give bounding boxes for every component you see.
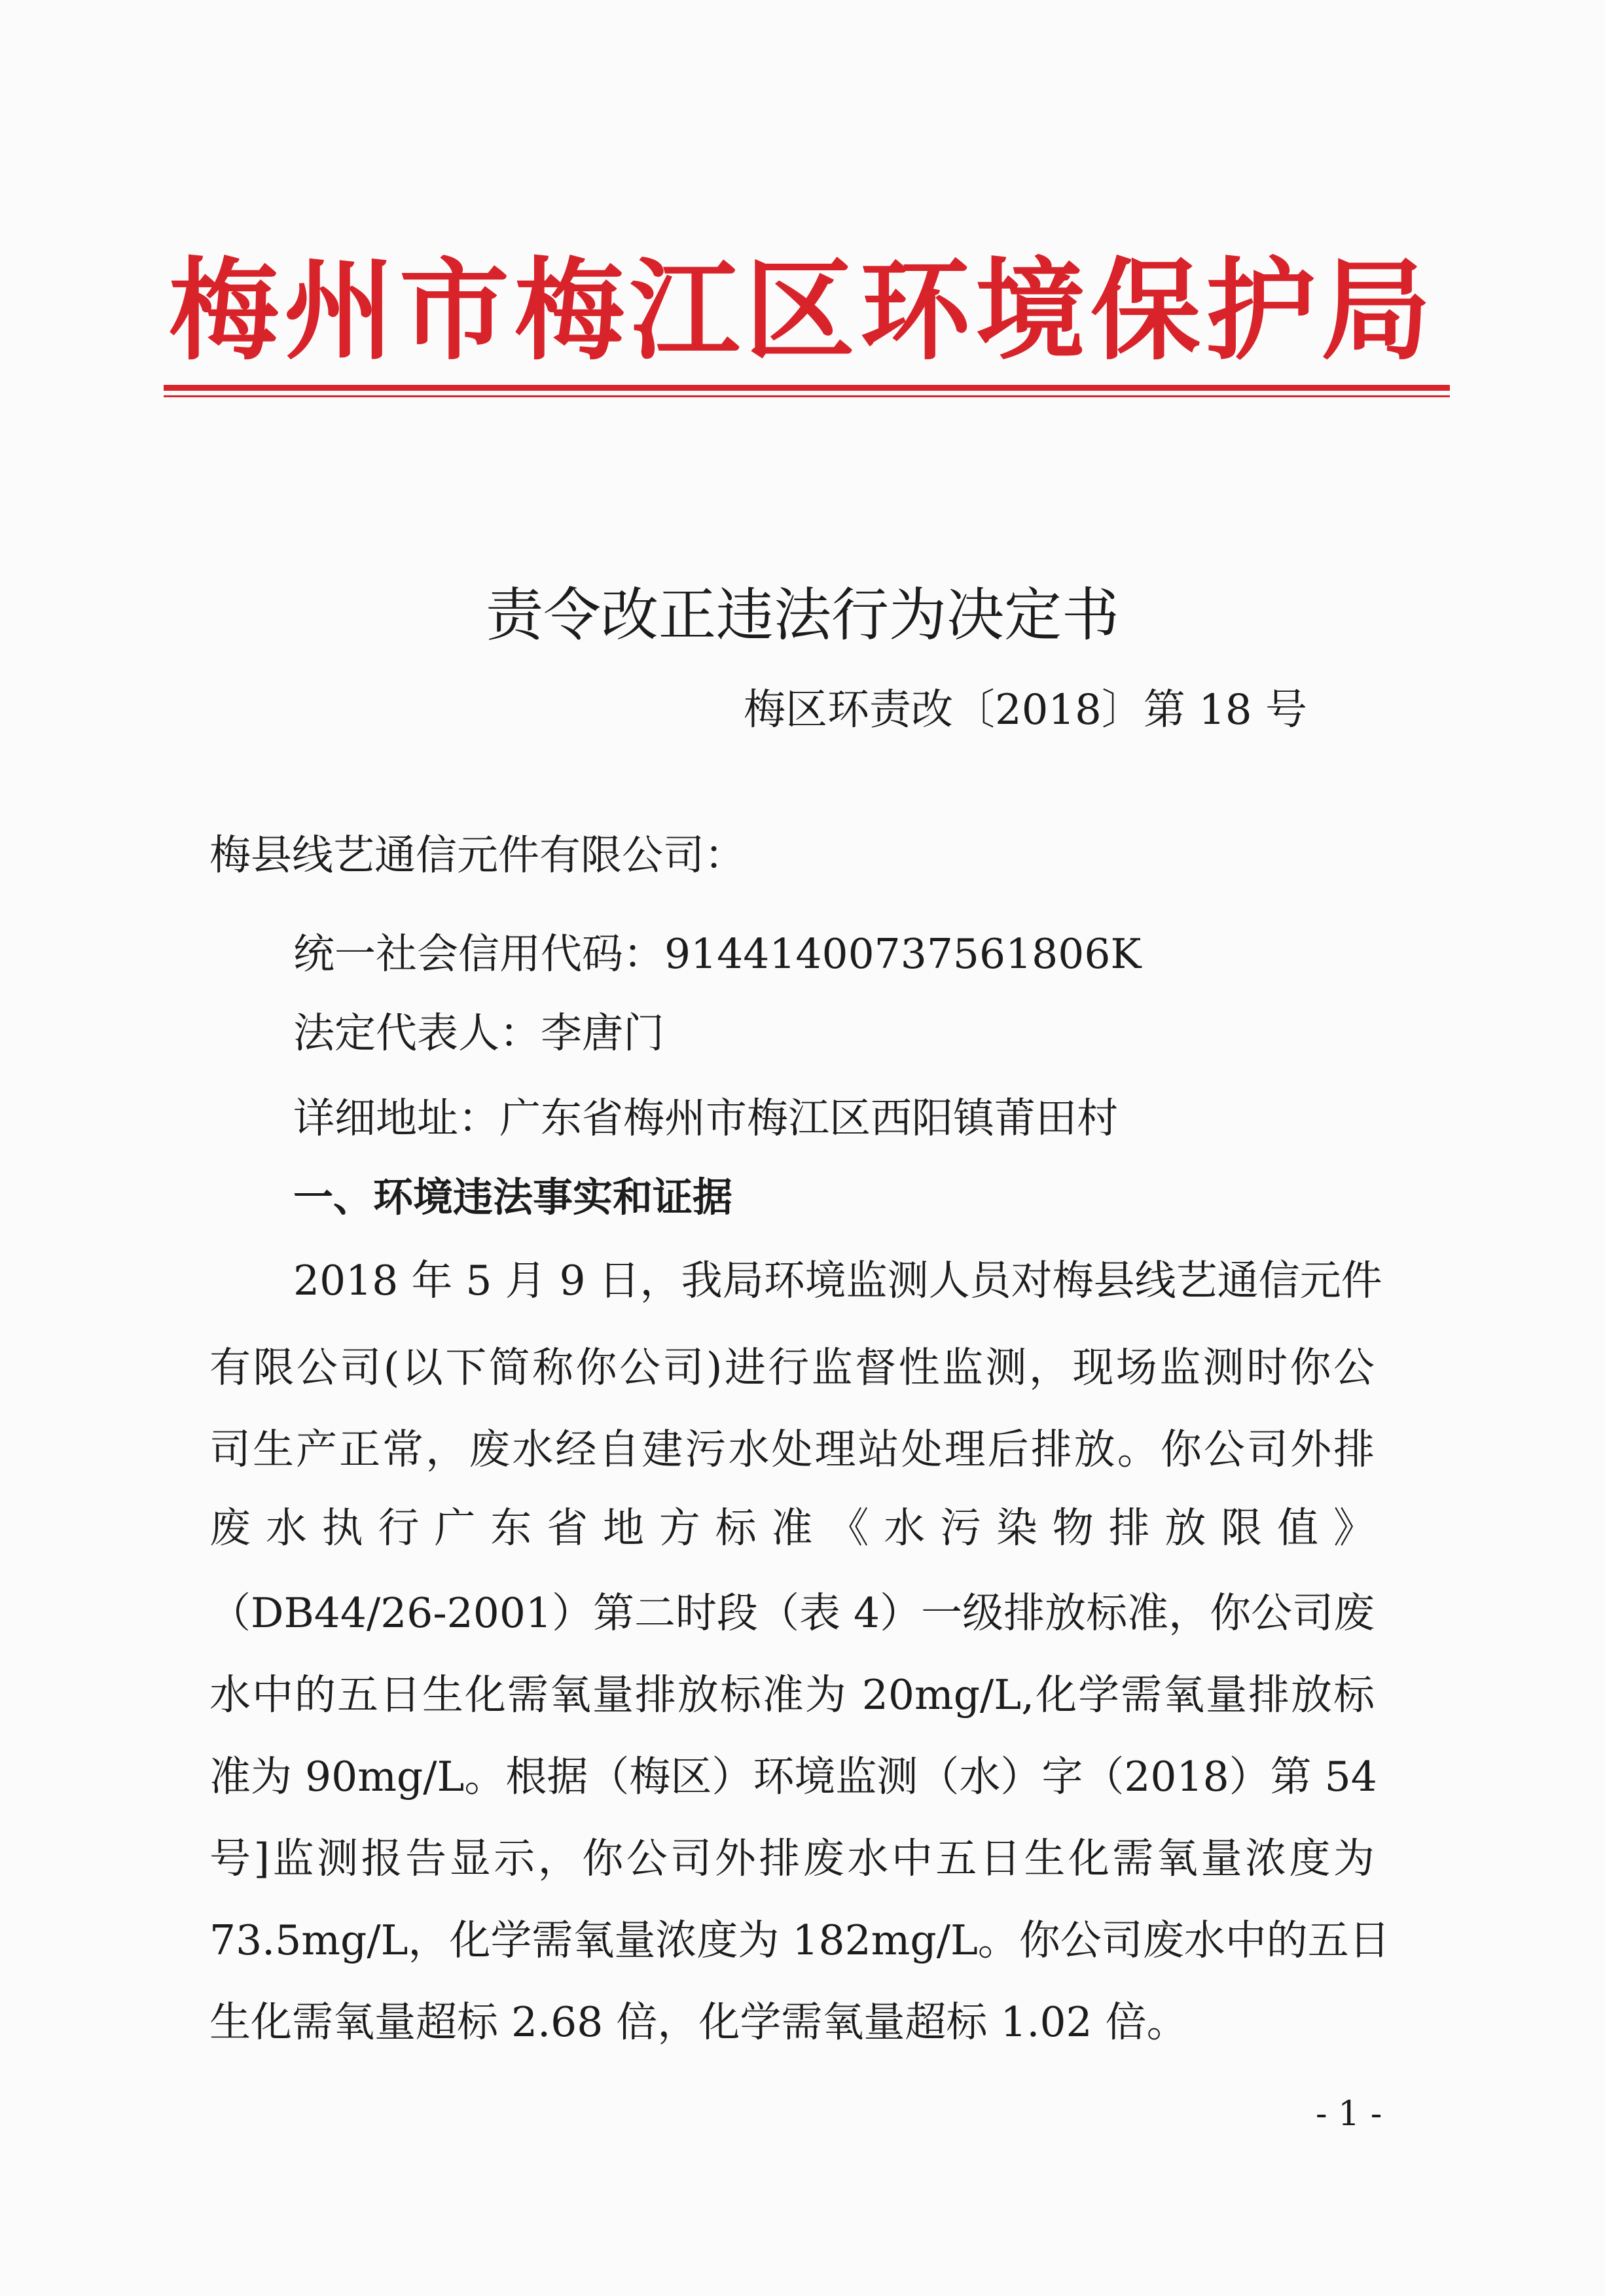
legal-representative: 法定代表人：李唐门 [293, 1009, 664, 1057]
paragraph-line: 有限公司(以下简称你公司)进行监督性监测，现场监测时你公 [209, 1344, 1375, 1391]
document-title: 责令改正违法行为决定书 [485, 581, 1119, 649]
address: 详细地址：广东省梅州市梅江区西阳镇莆田村 [293, 1094, 1118, 1142]
paragraph-line: 73.5mg/L，化学需氧量浓度为 182mg/L。你公司废水中的五日 [209, 1916, 1390, 1964]
paragraph-line: 司生产正常，废水经自建污水处理站处理后排放。你公司外排 [209, 1426, 1375, 1473]
document-number: 梅区环责改〔2018〕第 18 号 [744, 686, 1307, 734]
credit-code: 统一社会信用代码：91441400737561806K [293, 930, 1142, 978]
paragraph-line: 准为 90mg/L。根据（梅区）环境监测（水）字（2018）第 54 [209, 1753, 1377, 1801]
paragraph-line: 生化需氧量超标 2.68 倍，化学需氧量超标 1.02 倍。 [209, 1998, 1188, 2046]
paragraph-line: 2018 年 5 月 9 日，我局环境监测人员对梅县线艺通信元件 [293, 1257, 1382, 1304]
page-number: - 1 - [1316, 2094, 1382, 2134]
letterhead-red-rule-thick [164, 385, 1450, 391]
paragraph-line: 水中的五日生化需氧量排放标准为 20mg/L,化学需氧量排放标 [209, 1671, 1375, 1719]
paragraph-line: （DB44/26-2001）第二时段（表 4）一级排放标准，你公司废 [209, 1589, 1375, 1637]
agency-letterhead: 梅州市梅江区环境保护局 [169, 247, 1436, 375]
letterhead-red-rule-thin [164, 395, 1450, 397]
recipient-name: 梅县线艺通信元件有限公司： [209, 831, 746, 879]
section-heading: 一、环境违法事实和证据 [293, 1174, 733, 1221]
paragraph-line: 废水执行广东省地方标准《水污染物排放限值》 [209, 1504, 1375, 1552]
paragraph-line: 号]监测报告显示，你公司外排废水中五日生化需氧量浓度为 [209, 1835, 1375, 1882]
